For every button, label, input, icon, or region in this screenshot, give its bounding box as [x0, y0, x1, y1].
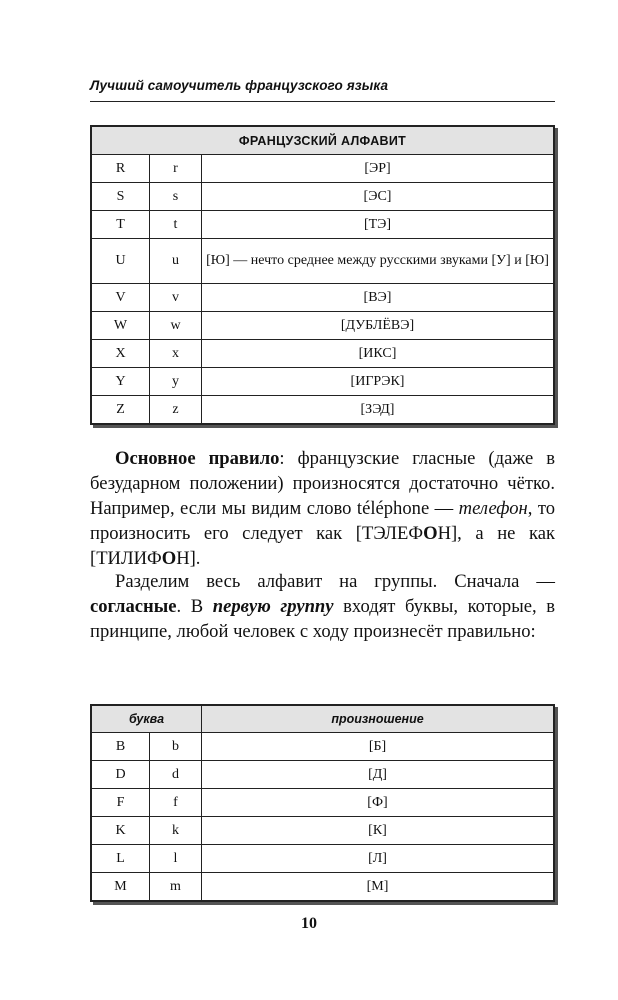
header-rule — [90, 101, 555, 102]
upper-letter: R — [92, 155, 150, 183]
pronunciation: [Д] — [202, 761, 554, 789]
table-row — [92, 761, 554, 789]
paragraph-main-rule — [90, 446, 555, 571]
bold-word: согласные — [90, 596, 177, 617]
upper-letter: B — [92, 733, 150, 761]
pronunciation: [ИГРЭК] — [202, 368, 554, 396]
lower-letter: d — [150, 761, 202, 789]
upper-letter: F — [92, 789, 150, 817]
pronunciation: [Б] — [202, 733, 554, 761]
table-row — [92, 368, 554, 396]
alphabet-table — [90, 125, 555, 425]
upper-letter: M — [92, 873, 150, 901]
lower-letter: u — [150, 239, 202, 284]
pronunciation: [ЭР] — [202, 155, 554, 183]
upper-letter: L — [92, 845, 150, 873]
text-segment: Н], а не как [ТИЛИФ — [90, 523, 555, 569]
paragraph-groups — [90, 569, 555, 644]
lower-letter: l — [150, 845, 202, 873]
bold-lead: Основное правило — [115, 448, 280, 469]
lower-letter: r — [150, 155, 202, 183]
upper-letter: T — [92, 211, 150, 239]
pronunciation: [Ф] — [202, 789, 554, 817]
table-row — [92, 155, 554, 183]
alphabet-table-title: ФРАНЦУЗСКИЙ АЛФАВИТ — [92, 127, 554, 155]
upper-letter: W — [92, 312, 150, 340]
text-segment: , то произносить его следует как [ТЭЛЕФ — [90, 498, 555, 544]
upper-letter: X — [92, 340, 150, 368]
table-row — [92, 845, 554, 873]
bold-italic-phrase: первую группу — [212, 596, 334, 617]
pronunciation: [Л] — [202, 845, 554, 873]
text-segment: . В — [176, 596, 213, 617]
header-letter: буква — [92, 706, 202, 733]
lower-letter: k — [150, 817, 202, 845]
pronunciation: [ЭС] — [202, 183, 554, 211]
text-segment: : французские гласные (даже в безударном положении) произносятся достаточно чётко. Например, если мы видим слово téléphone — — [90, 448, 555, 519]
lower-letter: x — [150, 340, 202, 368]
consonant-table — [90, 704, 555, 902]
pronunciation: [ИКС] — [202, 340, 554, 368]
table-row — [92, 789, 554, 817]
header-pronunciation: произношение — [202, 706, 554, 733]
pronunciation: [ЗЭД] — [202, 396, 554, 424]
text-segment: входят буквы, которые, в принципе, любой человек с ходу произнесёт правильно: — [90, 596, 555, 642]
upper-letter: K — [92, 817, 150, 845]
table-row — [92, 817, 554, 845]
table-row — [92, 396, 554, 424]
lower-letter: v — [150, 284, 202, 312]
text-segment: Н]. — [176, 548, 201, 569]
page-number: 10 — [301, 915, 317, 932]
text-segment: Разделим весь алфавит на группы. Сначала — — [115, 571, 555, 592]
upper-letter: Z — [92, 396, 150, 424]
running-head: Лучший самоучитель французского языка — [90, 78, 389, 93]
lower-letter: t — [150, 211, 202, 239]
table-row — [92, 340, 554, 368]
lower-letter: s — [150, 183, 202, 211]
upper-letter: S — [92, 183, 150, 211]
pronunciation: [Ю] — нечто среднее между русскими звуками [У] и [Ю] — [202, 239, 554, 284]
pronunciation: [ВЭ] — [202, 284, 554, 312]
pronunciation: [ТЭ] — [202, 211, 554, 239]
upper-letter: V — [92, 284, 150, 312]
lower-letter: f — [150, 789, 202, 817]
upper-letter: D — [92, 761, 150, 789]
stressed-vowel: О — [423, 523, 438, 544]
upper-letter: Y — [92, 368, 150, 396]
lower-letter: y — [150, 368, 202, 396]
pronunciation: [М] — [202, 873, 554, 901]
upper-letter: U — [92, 239, 150, 284]
pronunciation: [К] — [202, 817, 554, 845]
pronunciation: [ДУБЛЁВЭ] — [202, 312, 554, 340]
stressed-vowel: О — [161, 548, 177, 569]
table-row — [92, 312, 554, 340]
lower-letter: w — [150, 312, 202, 340]
lower-letter: m — [150, 873, 202, 901]
lower-letter: b — [150, 733, 202, 761]
table-row — [92, 211, 554, 239]
lower-letter: z — [150, 396, 202, 424]
italic-word: телефон — [458, 498, 528, 519]
table-row — [92, 183, 554, 211]
table-row — [92, 284, 554, 312]
table-row — [92, 239, 554, 284]
table-row — [92, 733, 554, 761]
table-row — [92, 873, 554, 901]
